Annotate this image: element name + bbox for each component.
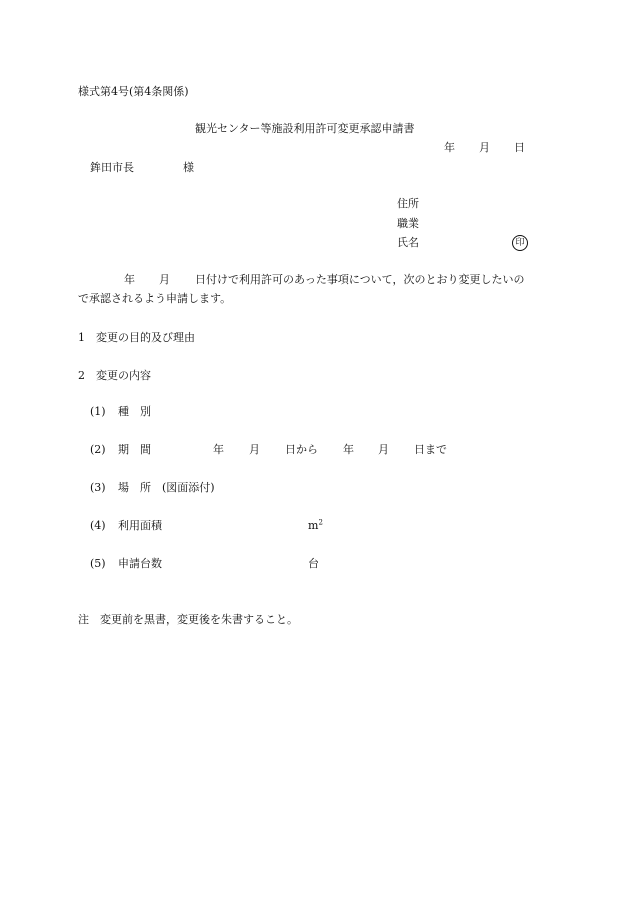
addressee-name: 鉾田市長 xyxy=(90,161,134,174)
seal-mark: 印 xyxy=(512,235,528,251)
footnote: 注 変更前を黒書，変更後を朱書すること。 xyxy=(78,613,298,626)
item-4-number: (4) xyxy=(90,519,106,532)
body-year: 年 xyxy=(124,273,135,286)
address-label: 住所 xyxy=(397,197,419,210)
item-1-label: 種 別 xyxy=(118,405,151,418)
period-to-day: 日まで xyxy=(414,443,447,456)
item-2-label: 期 間 xyxy=(118,443,151,456)
count-unit: 台 xyxy=(308,557,319,570)
item-3-number: (3) xyxy=(90,481,106,494)
area-unit xyxy=(308,519,323,533)
period-from-day: 日から xyxy=(285,443,318,456)
occupation-label: 職業 xyxy=(397,217,419,230)
period-from-month: 月 xyxy=(249,443,260,456)
date-year: 年 xyxy=(444,141,455,154)
document-title: 観光センター等施設利用許可変更承認申請書 xyxy=(195,122,415,135)
period-from-year: 年 xyxy=(213,443,224,456)
item-2-number: (2) xyxy=(90,443,106,456)
body-text-line1: 日付けで利用許可のあった事項について，次のとおり変更したいの xyxy=(195,273,525,286)
body-month: 月 xyxy=(159,273,170,286)
date-month: 月 xyxy=(479,141,490,154)
area-unit-superscript: 2 xyxy=(318,518,323,527)
body-text-line2: で承認されるよう申請します。 xyxy=(78,292,232,305)
item-1-number: (1) xyxy=(90,405,106,418)
item-3-label: 場 所 (図面添付) xyxy=(118,481,215,494)
item-5-number: (5) xyxy=(90,557,106,570)
section-1-heading: 1 変更の目的及び理由 xyxy=(78,331,195,344)
area-unit-base: m xyxy=(308,519,319,532)
item-4-label: 利用面積 xyxy=(118,519,162,532)
period-to-year: 年 xyxy=(343,443,354,456)
form-number: 様式第4号(第4条関係) xyxy=(78,85,189,98)
period-to-month: 月 xyxy=(378,443,389,456)
addressee-honorific: 様 xyxy=(183,161,194,174)
item-5-label: 申請台数 xyxy=(118,557,162,570)
date-day: 日 xyxy=(514,141,525,154)
section-2-heading: 2 変更の内容 xyxy=(78,369,151,382)
name-label: 氏名 xyxy=(397,236,419,249)
